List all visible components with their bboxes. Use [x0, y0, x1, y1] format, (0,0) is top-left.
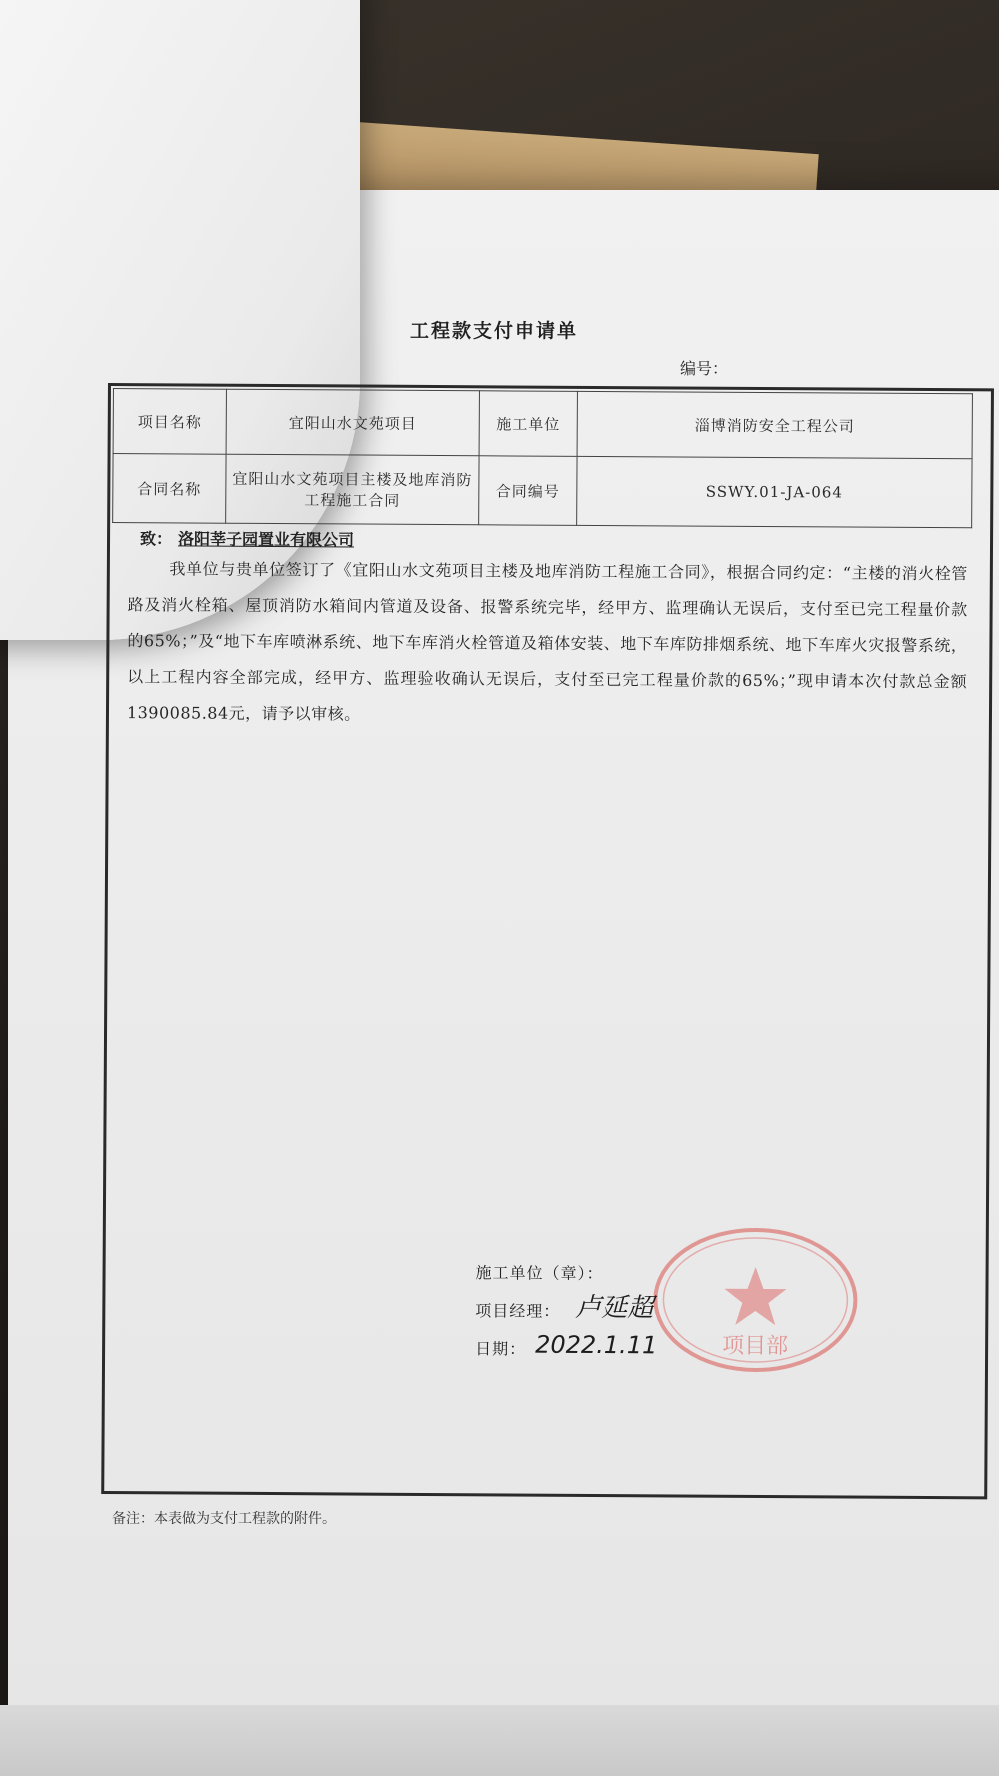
contract-number-label: 合同编号 — [479, 456, 577, 526]
project-manager-label: 项目经理： — [475, 1301, 561, 1321]
addressee-line — [140, 526, 354, 550]
contractor-label: 施工单位 — [479, 391, 577, 457]
info-table — [112, 388, 973, 528]
contract-number-value: SSWY.01-JA-064 — [577, 456, 972, 527]
contractor-seal-label: 施工单位（章）： — [475, 1263, 604, 1284]
contract-name-label: 合同名称 — [113, 454, 226, 524]
table-row — [113, 389, 972, 459]
project-name-label: 项目名称 — [113, 389, 226, 455]
contractor-value: 淄博消防安全工程公司 — [577, 391, 972, 458]
footer-note: 备注：本表做为支付工程款的附件。 — [112, 1511, 336, 1527]
form-frame — [101, 383, 994, 1499]
addressee: 洛阳莘子园置业有限公司 — [178, 529, 355, 550]
table-row — [113, 454, 972, 528]
letter-body: 我单位与贵单位签订了《宜阳山水文苑项目主楼及地库消防工程施工合同》，根据合同约定：“主楼的消火栓管路及消火栓箱、屋顶消防水箱间内管道及设备、报警系统完毕，经甲方、监理确认无误后，支付至已完工程量价款的65%；”及“地下车库喷淋系统、地下车库消火栓管道及箱体安装、地下车库防排烟系统、地下车库火灾报警系统，以上工程内容全部完成，经甲方、监理验收确认无误后，支付至已完工程量价款的65%；”现申请本次付款总金额1390085.84元，请予以审核。 — [126, 559, 968, 724]
svg-text:项目部: 项目部 — [722, 1333, 789, 1360]
date-label: 日期： — [475, 1339, 527, 1359]
date-handwritten: 2022.1.11 — [535, 1330, 658, 1360]
to-label: 致： — [139, 529, 173, 549]
document-title: 工程款支付申请单 — [410, 320, 579, 342]
contract-name-value: 宜阳山水文苑项目主楼及地库消防工程施工合同 — [226, 454, 479, 525]
company-stamp — [650, 1224, 861, 1375]
project-name-value: 宜阳山水文苑项目 — [226, 389, 479, 456]
manager-signature: 卢延超 — [575, 1292, 654, 1324]
bottom-paper-edge — [0, 1705, 999, 1776]
document-number-label: 编号： — [680, 359, 729, 378]
